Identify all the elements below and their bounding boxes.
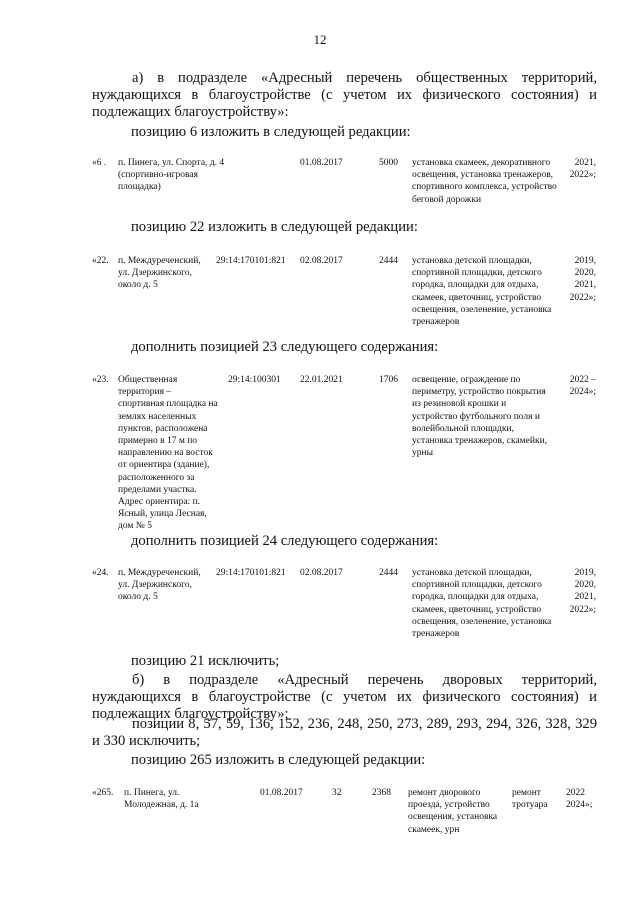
row-date: 22.01.2021 <box>300 375 343 385</box>
row-years: 2021, 2022»; <box>569 158 596 181</box>
row-area: 2444 <box>379 568 398 578</box>
paragraph-a: а) в подразделе «Адресный перечень общественных территорий, нуждающихся в благоустройстве (с учетом их физического состояния) и подлежащих благоустройству»: <box>92 70 597 120</box>
row-address: п. Пинега, ул. Спорта, д. 4 (спортивно-игровая площадка) <box>118 158 225 193</box>
row-works: освещение, ограждение по периметру, устройство покрытия из резиновой крошки и устройство футбольного поля и волейбольной площадки, установка тренажеров, скамейки, урны <box>412 375 548 459</box>
heading-position-6: позицию 6 изложить в следующей редакции: <box>131 124 411 140</box>
row-number: «23. <box>92 375 109 385</box>
row-repair: ремонт тротуара <box>512 788 548 811</box>
row-cadastral: 29:14:170101:821 <box>216 256 286 266</box>
row-address: Общественная территория – спортивная площадка на землях населенных пунктов, расположена примерно в 17 м по направлению на восток от ориентира (здание), расположенного за пределами участка. Адрес ориентира: п. Ясный, улица Лесная, дом № 5 <box>118 375 218 532</box>
row-cadastral: 29:14:100301 <box>228 375 281 385</box>
row-count: 32 <box>332 788 342 798</box>
row-address: п. Междуреченский, ул. Дзержинского, около д. 5 <box>118 568 201 603</box>
row-area: 1706 <box>379 375 398 385</box>
row-works: ремонт дворового проезда, устройство освещения, установка скамеек, урн <box>408 788 498 835</box>
heading-position-265: позицию 265 изложить в следующей редакции: <box>131 752 426 768</box>
row-number: «24. <box>92 568 109 578</box>
page-number: 12 <box>313 32 327 47</box>
row-date: 01.08.2017 <box>260 788 303 798</box>
row-area: 2444 <box>379 256 398 266</box>
row-years: 2019, 2020, 2021, 2022»; <box>569 256 596 303</box>
heading-position-24: дополнить позицией 24 следующего содержания: <box>131 533 439 549</box>
row-works: установка детской площадки, спортивной площадки, детского городка, площадки для отдыха, скамеек, цветочниц, устройство освещения, озеленение, установка тренажеров <box>412 568 552 640</box>
row-date: 01.08.2017 <box>300 158 343 168</box>
heading-position-22: позицию 22 изложить в следующей редакции: <box>131 219 418 235</box>
row-years: 2019, 2020, 2021, 2022»; <box>569 568 596 615</box>
row-cadastral: 29:14:170101:821 <box>216 568 286 578</box>
heading-position-23: дополнить позицией 23 следующего содержания: <box>131 339 439 355</box>
paragraph-c: позиции 8, 57, 59, 136, 152, 236, 248, 250, 273, 289, 293, 294, 326, 328, 329 и 330 исключить; <box>92 716 597 749</box>
row-address: п. Пинега, ул. Молодежная, д. 1а <box>124 788 199 811</box>
row-works: установка скамеек, декоративного освещения, установка тренажеров, спортивного комплекса, устройство беговой дорожки <box>412 158 557 205</box>
row-area: 2368 <box>372 788 391 798</box>
row-years: 2022 2024»; <box>566 788 593 811</box>
row-date: 02.08.2017 <box>300 568 343 578</box>
row-number: «265. <box>92 788 114 798</box>
row-address: п. Междуреченский, ул. Дзержинского, около д. 5 <box>118 256 201 291</box>
heading-position-21: позицию 21 исключить; <box>131 653 280 669</box>
row-number: «6 . <box>92 158 107 168</box>
row-number: «22. <box>92 256 109 266</box>
row-works: установка детской площадки, спортивной площадки, детского городка, площадки для отдыха, скамеек, цветочниц, устройство освещения, озеленение, установка тренажеров <box>412 256 552 328</box>
row-area: 5000 <box>379 158 398 168</box>
paragraph-b: б) в подразделе «Адресный перечень дворовых территорий, нуждающихся в благоустройстве (с учетом их физического состояния) и подлежащих благоустройству»; <box>92 672 597 722</box>
row-date: 02.08.2017 <box>300 256 343 266</box>
row-years: 2022 – 2024»; <box>569 375 596 398</box>
